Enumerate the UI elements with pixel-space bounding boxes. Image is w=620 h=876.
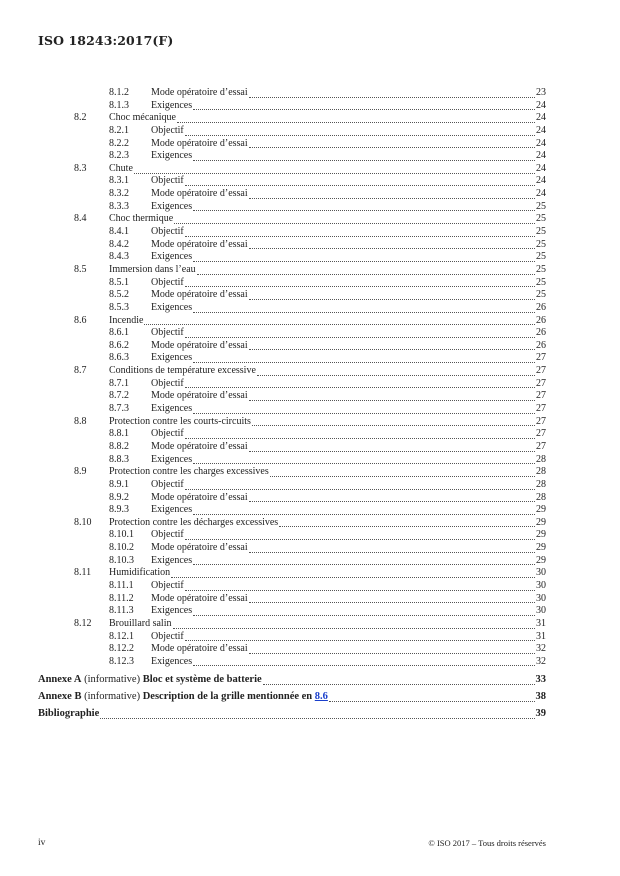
dot-leader	[193, 455, 535, 464]
toc-entry[interactable]	[38, 327, 546, 340]
toc-entry-number: 8.11.3	[109, 605, 134, 617]
toc-entry-number: 8.7.1	[109, 377, 129, 389]
dot-leader	[177, 114, 535, 123]
toc-entry-number: 8.8.1	[109, 428, 129, 440]
toc-entry-page: 27	[536, 415, 546, 427]
toc-entry-title: Mode opératoire d’essai	[151, 289, 248, 301]
toc-entry-page: 25	[536, 251, 546, 263]
toc-entry-page: 28	[536, 478, 546, 490]
toc-entry-title: Exigences	[151, 655, 193, 667]
toc-entry-title: Objectif	[151, 630, 184, 642]
dot-leader	[185, 127, 535, 136]
toc-entry-title: Immersion dans l’eau	[109, 263, 196, 275]
toc-entry-page: 31	[536, 617, 546, 629]
toc-annex-entry[interactable]	[38, 671, 546, 688]
toc-entry-number: 8.7	[74, 365, 87, 377]
toc-entry-title: Mode opératoire d’essai	[151, 491, 248, 503]
toc-entry-title: Exigences	[151, 200, 193, 212]
toc-entry-number: 8.3.1	[109, 175, 129, 187]
toc-entry[interactable]	[38, 643, 546, 656]
toc-entry-number: 8.2	[74, 112, 87, 124]
toc-entry-title: Objectif	[151, 226, 184, 238]
toc-entry-title: Objectif	[151, 327, 184, 339]
toc-entry-number: 8.5	[74, 263, 87, 275]
toc-entry-page: 30	[536, 567, 546, 579]
toc-entry-page: 28	[536, 453, 546, 465]
toc-annex-entry[interactable]	[38, 705, 546, 722]
toc-entry[interactable]	[38, 631, 546, 644]
dot-leader	[249, 291, 535, 300]
annex-label: Annexe B	[38, 691, 82, 703]
toc-entry[interactable]	[38, 138, 546, 151]
toc-entry-title: Mode opératoire d’essai	[151, 592, 248, 604]
toc-entry-number: 8.6.2	[109, 339, 129, 351]
dot-leader	[249, 594, 535, 603]
toc-entry-number: 8.10	[74, 516, 92, 528]
toc-annex-entry[interactable]	[38, 688, 546, 705]
toc-entry-page: 26	[536, 327, 546, 339]
toc-entry-page: 23	[536, 87, 546, 98]
footer-copyright: © ISO 2017 – Tous droits réservés	[428, 838, 546, 848]
dot-leader	[193, 304, 535, 313]
dot-leader	[134, 165, 535, 174]
toc-entry-page: 25	[536, 276, 546, 288]
dot-leader	[249, 341, 535, 350]
toc-entry-title: Exigences	[151, 504, 193, 516]
toc-entry-title: Mode opératoire d’essai	[151, 542, 248, 554]
annex-label: Annexe A	[38, 674, 82, 686]
dot-leader	[249, 544, 535, 553]
dot-leader	[185, 531, 535, 540]
toc-entry[interactable]	[38, 466, 546, 479]
toc-entry-page: 27	[536, 440, 546, 452]
toc-entry-number: 8.5.2	[109, 289, 129, 301]
dot-leader	[185, 379, 535, 388]
toc-entry-title: Mode opératoire d’essai	[151, 390, 248, 402]
annex-title: Description de la grille mentionnée en	[142, 691, 315, 703]
toc-entry-page: 29	[536, 516, 546, 528]
toc-entry[interactable]	[38, 352, 546, 365]
toc-entry-title: Mode opératoire d’essai	[151, 440, 248, 452]
toc-entry-page: 24	[536, 99, 546, 111]
dot-leader	[173, 620, 536, 629]
dot-leader	[193, 354, 535, 363]
dot-leader	[185, 430, 535, 439]
table-of-contents	[38, 87, 546, 722]
toc-entry-number: 8.2.2	[109, 137, 129, 149]
toc-entry-number: 8.3.2	[109, 188, 129, 200]
toc-entry-number: 8.12.1	[109, 630, 134, 642]
toc-entry-title: Conditions de température excessive	[109, 365, 256, 377]
toc-entry-page: 24	[536, 162, 546, 174]
toc-entry[interactable]	[38, 580, 546, 593]
toc-entry[interactable]	[38, 492, 546, 505]
toc-entry-number: 8.4.2	[109, 238, 129, 250]
toc-entry[interactable]	[38, 201, 546, 214]
document-id-header: ISO 18243:2017(F)	[38, 33, 174, 48]
toc-entry-title: Objectif	[151, 377, 184, 389]
toc-entry-number: 8.6.1	[109, 327, 129, 339]
toc-entry-title: Mode opératoire d’essai	[151, 238, 248, 250]
toc-entry-title: Protection contre les décharges excessives	[109, 516, 279, 528]
toc-entry-number: 8.5.1	[109, 276, 129, 288]
toc-entry-title: Objectif	[151, 529, 184, 541]
toc-entry[interactable]	[38, 226, 546, 239]
toc-entry-title: Incendie	[109, 314, 144, 326]
toc-entry[interactable]	[38, 656, 546, 669]
toc-entry-page: 25	[536, 263, 546, 275]
annex-page: 33	[535, 674, 546, 686]
toc-entry-page: 25	[536, 289, 546, 301]
toc-entry[interactable]	[38, 403, 546, 416]
toc-entry[interactable]	[38, 302, 546, 315]
dot-leader	[185, 329, 535, 338]
toc-entry[interactable]	[38, 150, 546, 163]
toc-entry[interactable]	[38, 112, 546, 125]
dot-leader	[279, 518, 535, 527]
toc-entry-title: Exigences	[151, 403, 193, 415]
dot-leader	[193, 405, 535, 414]
toc-entry-title: Choc mécanique	[109, 112, 176, 124]
dot-leader	[185, 481, 535, 490]
toc-entry-number: 8.11	[74, 567, 92, 579]
dot-leader	[100, 710, 534, 719]
toc-entry-title: Exigences	[151, 99, 193, 111]
toc-entry-number: 8.4.3	[109, 251, 129, 263]
toc-entry-number: 8.3.3	[109, 200, 129, 212]
annex-label: Bibliographie	[38, 708, 100, 720]
toc-entry[interactable]	[38, 251, 546, 264]
toc-entry-page: 24	[536, 124, 546, 136]
toc-entry-page: 24	[536, 150, 546, 162]
dot-leader	[263, 676, 535, 685]
dot-leader	[193, 556, 535, 565]
toc-entry[interactable]	[38, 163, 546, 176]
dot-leader	[249, 493, 535, 502]
annex-page: 38	[535, 691, 546, 703]
toc-entry[interactable]	[38, 555, 546, 568]
toc-entry[interactable]	[38, 378, 546, 391]
toc-entry[interactable]	[38, 87, 546, 100]
toc-entry-page: 29	[536, 529, 546, 541]
dot-leader	[257, 367, 535, 376]
toc-entry[interactable]	[38, 315, 546, 328]
toc-entry[interactable]	[38, 188, 546, 201]
dot-leader	[249, 443, 535, 452]
toc-entry-page: 32	[536, 643, 546, 655]
dot-leader	[144, 316, 535, 325]
toc-entry-page: 27	[536, 403, 546, 415]
dot-leader	[174, 215, 535, 224]
dot-leader	[249, 392, 535, 401]
dot-leader	[193, 607, 535, 616]
dot-leader	[329, 693, 535, 702]
toc-entry-number: 8.9.1	[109, 478, 129, 490]
toc-entry-title: Exigences	[151, 352, 193, 364]
toc-entry-number: 8.12.2	[109, 643, 134, 655]
toc-entry[interactable]	[38, 264, 546, 277]
toc-entry-title: Exigences	[151, 605, 193, 617]
dot-leader	[185, 582, 535, 591]
toc-entry-page: 24	[536, 188, 546, 200]
footer-page-number: iv	[38, 838, 46, 848]
toc-entry[interactable]	[38, 213, 546, 226]
dot-leader	[249, 139, 535, 148]
toc-entry-page: 26	[536, 339, 546, 351]
toc-entry-title: Exigences	[151, 554, 193, 566]
toc-entry-number: 8.5.3	[109, 301, 129, 313]
toc-entry-title: Mode opératoire d’essai	[151, 643, 248, 655]
toc-entry-title: Exigences	[151, 301, 193, 313]
toc-entry[interactable]	[38, 504, 546, 517]
toc-entry-page: 24	[536, 175, 546, 187]
toc-entry-page: 29	[536, 504, 546, 516]
toc-entry-page: 26	[536, 301, 546, 313]
toc-entry-title: Brouillard salin	[109, 617, 172, 629]
dot-leader	[171, 569, 535, 578]
toc-entry[interactable]	[38, 239, 546, 252]
dot-leader	[249, 240, 535, 249]
toc-entry[interactable]	[38, 365, 546, 378]
toc-entry-title: Exigences	[151, 453, 193, 465]
toc-entry-number: 8.1.2	[109, 87, 129, 98]
toc-entry[interactable]	[38, 125, 546, 138]
toc-entry-title: Exigences	[151, 150, 193, 162]
toc-entry-title: Objectif	[151, 276, 184, 288]
toc-entry-page: 28	[536, 491, 546, 503]
toc-entry[interactable]	[38, 175, 546, 188]
toc-entry-title: Objectif	[151, 428, 184, 440]
toc-entry-title: Mode opératoire d’essai	[151, 137, 248, 149]
dot-leader	[249, 645, 535, 654]
toc-entry-number: 8.8.2	[109, 440, 129, 452]
toc-entry-number: 8.11.1	[109, 579, 134, 591]
toc-entry-title: Protection contre les charges excessives	[109, 466, 269, 478]
toc-entry-page: 25	[536, 200, 546, 212]
toc-entry-page: 27	[536, 428, 546, 440]
toc-entry-page: 25	[536, 213, 546, 225]
annex-page: 39	[535, 708, 546, 720]
toc-entry-title: Objectif	[151, 124, 184, 136]
toc-entry-page: 24	[536, 137, 546, 149]
toc-entry[interactable]	[38, 542, 546, 555]
toc-entry-title: Objectif	[151, 478, 184, 490]
toc-entry-page: 29	[536, 542, 546, 554]
toc-entry-number: 8.9.3	[109, 504, 129, 516]
toc-entry[interactable]	[38, 428, 546, 441]
toc-entry[interactable]	[38, 529, 546, 542]
dot-leader	[193, 506, 535, 515]
toc-entry-number: 8.12.3	[109, 655, 134, 667]
toc-entry-title: Chute	[109, 162, 133, 174]
dot-leader	[185, 228, 535, 237]
toc-entry-title: Humidification	[109, 567, 171, 579]
toc-entry-title: Mode opératoire d’essai	[151, 339, 248, 351]
toc-entry-page: 25	[536, 226, 546, 238]
toc-entry-title: Choc thermique	[109, 213, 174, 225]
toc-entry[interactable]	[38, 441, 546, 454]
toc-entry-number: 8.4.1	[109, 226, 129, 238]
toc-entry-page: 31	[536, 630, 546, 642]
toc-entry-number: 8.10.1	[109, 529, 134, 541]
toc-entry[interactable]	[38, 100, 546, 113]
toc-entry-number: 8.6	[74, 314, 87, 326]
dot-leader	[249, 89, 535, 98]
toc-entry-number: 8.10.2	[109, 542, 134, 554]
toc-entry[interactable]	[38, 416, 546, 429]
toc-entry-number: 8.6.3	[109, 352, 129, 364]
dot-leader	[249, 190, 535, 199]
toc-entry-page: 28	[536, 466, 546, 478]
toc-entry-title: Mode opératoire d’essai	[151, 188, 248, 200]
toc-entry[interactable]	[38, 517, 546, 530]
toc-entry-number: 8.8	[74, 415, 87, 427]
toc-entry-page: 27	[536, 352, 546, 364]
toc-entry[interactable]	[38, 605, 546, 618]
toc-entry-page: 30	[536, 579, 546, 591]
toc-entry[interactable]	[38, 454, 546, 467]
toc-entry-number: 8.8.3	[109, 453, 129, 465]
toc-entry-page: 24	[536, 112, 546, 124]
dot-leader	[193, 202, 535, 211]
toc-entry-number: 8.1.3	[109, 99, 129, 111]
toc-entry-title: Exigences	[151, 251, 193, 263]
dot-leader	[197, 266, 535, 275]
toc-entry[interactable]	[38, 479, 546, 492]
toc-entry-number: 8.10.3	[109, 554, 134, 566]
toc-entry-number: 8.9	[74, 466, 87, 478]
toc-entry[interactable]	[38, 390, 546, 403]
annex-kind: (informative)	[81, 674, 143, 686]
dot-leader	[252, 417, 535, 426]
dot-leader	[193, 101, 535, 110]
dot-leader	[270, 468, 535, 477]
toc-entry-page: 30	[536, 605, 546, 617]
toc-entry-number: 8.2.1	[109, 124, 129, 136]
toc-entry-page: 29	[536, 554, 546, 566]
toc-entry-page: 32	[536, 655, 546, 667]
toc-entry-number: 8.4	[74, 213, 87, 225]
dot-leader	[185, 278, 535, 287]
toc-entry-title: Objectif	[151, 579, 184, 591]
toc-entry-page: 27	[536, 365, 546, 377]
toc-entry[interactable]	[38, 340, 546, 353]
toc-entry[interactable]	[38, 277, 546, 290]
dot-leader	[193, 657, 535, 666]
toc-entry-number: 8.7.2	[109, 390, 129, 402]
dot-leader	[185, 632, 535, 641]
toc-entry[interactable]	[38, 618, 546, 631]
toc-entry-page: 25	[536, 238, 546, 250]
dot-leader	[185, 177, 535, 186]
annex-title: Bloc et système de batterie	[142, 674, 262, 686]
toc-entry-number: 8.2.3	[109, 150, 129, 162]
toc-entry-page: 27	[536, 390, 546, 402]
toc-entry-number: 8.12	[74, 617, 92, 629]
toc-entry[interactable]	[38, 289, 546, 302]
toc-entry-number: 8.9.2	[109, 491, 129, 503]
toc-entry-title: Protection contre les courts-circuits	[109, 415, 251, 427]
toc-entry-page: 27	[536, 377, 546, 389]
dot-leader	[193, 253, 535, 262]
toc-entry[interactable]	[38, 593, 546, 606]
toc-entry[interactable]	[38, 567, 546, 580]
section-link[interactable]: 8.6	[314, 691, 328, 703]
annex-kind: (informative)	[81, 691, 143, 703]
dot-leader	[193, 152, 535, 161]
toc-entry-page: 30	[536, 592, 546, 604]
toc-entry-number: 8.11.2	[109, 592, 134, 604]
toc-entry-title: Mode opératoire d’essai	[151, 87, 248, 98]
toc-entry-number: 8.3	[74, 162, 87, 174]
toc-entry-title: Objectif	[151, 175, 184, 187]
toc-entry-page: 26	[536, 314, 546, 326]
toc-entry-number: 8.7.3	[109, 403, 129, 415]
